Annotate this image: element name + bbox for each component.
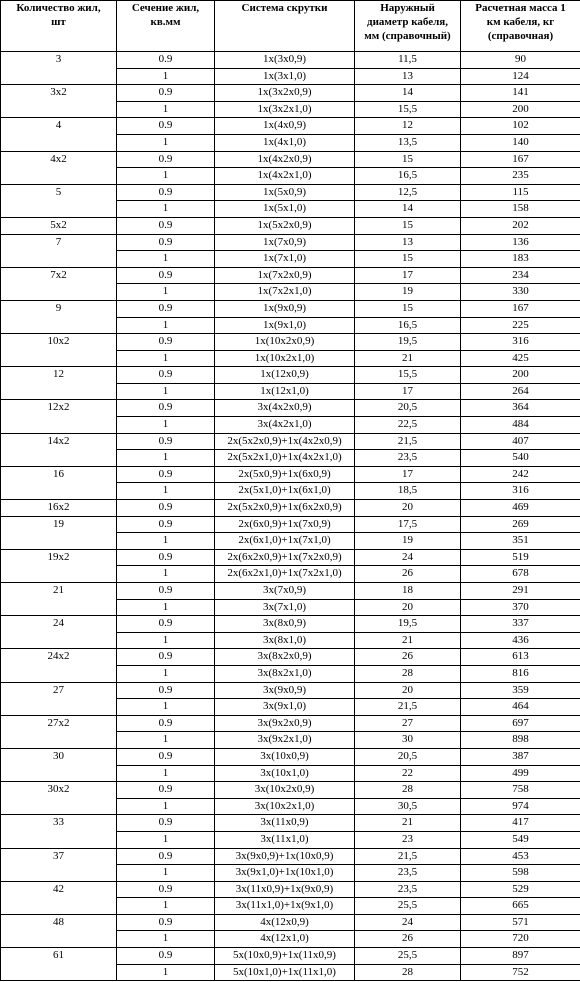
cross-section-cell: 0.9	[117, 848, 215, 865]
core-count-cell: 10x2	[1, 334, 117, 367]
cross-section-cell: 0.9	[117, 583, 215, 600]
diameter-cell: 17	[355, 383, 461, 400]
cross-section-cell: 1	[117, 898, 215, 915]
diameter-cell: 19	[355, 284, 461, 301]
twist-system-cell: 2x(6x0,9)+1x(7x0,9)	[215, 516, 355, 533]
diameter-cell: 15	[355, 300, 461, 317]
core-count-cell: 42	[1, 881, 117, 914]
cross-section-cell: 0.9	[117, 85, 215, 102]
diameter-cell: 21,5	[355, 433, 461, 450]
diameter-cell: 15	[355, 251, 461, 268]
table-row	[1, 549, 580, 566]
core-count-cell: 12	[1, 367, 117, 400]
table-row	[1, 217, 580, 234]
diameter-cell: 30	[355, 732, 461, 749]
twist-system-cell: 3x(8x2x0,9)	[215, 649, 355, 666]
weight-cell: 351	[461, 533, 580, 550]
diameter-cell: 17	[355, 466, 461, 483]
weight-cell: 665	[461, 898, 580, 915]
twist-system-cell: 3x(9x0,9)	[215, 682, 355, 699]
cross-section-cell: 0.9	[117, 466, 215, 483]
diameter-cell: 18	[355, 583, 461, 600]
diameter-cell: 20,5	[355, 748, 461, 765]
core-count-cell: 14x2	[1, 433, 117, 466]
cross-section-cell: 0.9	[117, 682, 215, 699]
table-row	[1, 85, 580, 102]
diameter-cell: 23,5	[355, 881, 461, 898]
table-row	[1, 748, 580, 765]
twist-system-cell: 4x(12x0,9)	[215, 914, 355, 931]
table-row	[1, 682, 580, 699]
cross-section-cell: 1	[117, 732, 215, 749]
cross-section-cell: 0.9	[117, 217, 215, 234]
cross-section-cell: 0.9	[117, 649, 215, 666]
core-count-cell: 16x2	[1, 500, 117, 517]
twist-system-cell: 3x(9x1,0)+1x(10x1,0)	[215, 865, 355, 882]
weight-cell: 464	[461, 699, 580, 716]
core-count-cell: 30x2	[1, 782, 117, 815]
twist-system-cell: 3x(10x2x0,9)	[215, 782, 355, 799]
header-weight: Расчетная масса 1 км кабеля, кг (справочная)	[461, 1, 580, 52]
header-outer-diameter: Наружный диаметр кабеля, мм (справочный)	[355, 1, 461, 52]
weight-cell: 720	[461, 931, 580, 948]
cross-section-cell: 1	[117, 566, 215, 583]
cross-section-cell: 1	[117, 599, 215, 616]
weight-cell: 678	[461, 566, 580, 583]
diameter-cell: 23,5	[355, 450, 461, 467]
twist-system-cell: 3x(11x0,9)	[215, 815, 355, 832]
weight-cell: 291	[461, 583, 580, 600]
diameter-cell: 26	[355, 566, 461, 583]
twist-system-cell: 1x(7x0,9)	[215, 234, 355, 251]
twist-system-cell: 2x(6x2x0,9)+1x(7x2x0,9)	[215, 549, 355, 566]
core-count-cell: 4	[1, 118, 117, 151]
twist-system-cell: 2x(5x1,0)+1x(6x1,0)	[215, 483, 355, 500]
weight-cell: 897	[461, 948, 580, 965]
diameter-cell: 23	[355, 831, 461, 848]
twist-system-cell: 1x(4x2x1,0)	[215, 168, 355, 185]
diameter-cell: 15	[355, 151, 461, 168]
weight-cell: 242	[461, 466, 580, 483]
cross-section-cell: 0.9	[117, 948, 215, 965]
twist-system-cell: 1x(3x2x1,0)	[215, 101, 355, 118]
weight-cell: 269	[461, 516, 580, 533]
header-core-count: Количество жил, шт	[1, 1, 117, 52]
weight-cell: 337	[461, 616, 580, 633]
weight-cell: 316	[461, 483, 580, 500]
cross-section-cell: 1	[117, 383, 215, 400]
diameter-cell: 28	[355, 964, 461, 981]
table-row	[1, 815, 580, 832]
weight-cell: 898	[461, 732, 580, 749]
weight-cell: 387	[461, 748, 580, 765]
cross-section-cell: 0.9	[117, 118, 215, 135]
table-row	[1, 715, 580, 732]
weight-cell: 90	[461, 52, 580, 69]
twist-system-cell: 3x(10x0,9)	[215, 748, 355, 765]
diameter-cell: 15,5	[355, 367, 461, 384]
twist-system-cell: 4x(12x1,0)	[215, 931, 355, 948]
diameter-cell: 18,5	[355, 483, 461, 500]
twist-system-cell: 3x(4x2x1,0)	[215, 417, 355, 434]
twist-system-cell: 2x(5x0,9)+1x(6x0,9)	[215, 466, 355, 483]
diameter-cell: 21,5	[355, 848, 461, 865]
table-row	[1, 300, 580, 317]
weight-cell: 330	[461, 284, 580, 301]
diameter-cell: 21	[355, 632, 461, 649]
diameter-cell: 17	[355, 267, 461, 284]
twist-system-cell: 1x(7x1,0)	[215, 251, 355, 268]
weight-cell: 141	[461, 85, 580, 102]
weight-cell: 202	[461, 217, 580, 234]
table-row	[1, 367, 580, 384]
core-count-cell: 5x2	[1, 217, 117, 234]
core-count-cell: 12x2	[1, 400, 117, 433]
twist-system-cell: 1x(4x1,0)	[215, 134, 355, 151]
cross-section-cell: 1	[117, 533, 215, 550]
table-row	[1, 400, 580, 417]
table-row	[1, 583, 580, 600]
cross-section-cell: 1	[117, 417, 215, 434]
table-row	[1, 234, 580, 251]
cross-section-cell: 0.9	[117, 267, 215, 284]
table-row	[1, 649, 580, 666]
diameter-cell: 20	[355, 599, 461, 616]
cross-section-cell: 1	[117, 350, 215, 367]
cross-section-cell: 1	[117, 201, 215, 218]
twist-system-cell: 3x(9x1,0)	[215, 699, 355, 716]
weight-cell: 697	[461, 715, 580, 732]
table-row	[1, 433, 580, 450]
diameter-cell: 21	[355, 350, 461, 367]
core-count-cell: 27	[1, 682, 117, 715]
cross-section-cell: 0.9	[117, 500, 215, 517]
weight-cell: 200	[461, 367, 580, 384]
diameter-cell: 25,5	[355, 948, 461, 965]
cross-section-cell: 0.9	[117, 914, 215, 931]
weight-cell: 316	[461, 334, 580, 351]
diameter-cell: 11,5	[355, 52, 461, 69]
twist-system-cell: 1x(3x0,9)	[215, 52, 355, 69]
twist-system-cell: 1x(10x2x0,9)	[215, 334, 355, 351]
cross-section-cell: 1	[117, 317, 215, 334]
weight-cell: 264	[461, 383, 580, 400]
twist-system-cell: 1x(12x1,0)	[215, 383, 355, 400]
diameter-cell: 26	[355, 649, 461, 666]
diameter-cell: 13	[355, 68, 461, 85]
core-count-cell: 21	[1, 583, 117, 616]
weight-cell: 225	[461, 317, 580, 334]
cross-section-cell: 1	[117, 251, 215, 268]
twist-system-cell: 5x(10x1,0)+1x(11x1,0)	[215, 964, 355, 981]
weight-cell: 758	[461, 782, 580, 799]
twist-system-cell: 1x(5x1,0)	[215, 201, 355, 218]
diameter-cell: 17,5	[355, 516, 461, 533]
table-row	[1, 466, 580, 483]
core-count-cell: 16	[1, 466, 117, 499]
core-count-cell: 3	[1, 52, 117, 85]
weight-cell: 613	[461, 649, 580, 666]
twist-system-cell: 2x(5x2x1,0)+1x(4x2x1,0)	[215, 450, 355, 467]
twist-system-cell: 3x(7x0,9)	[215, 583, 355, 600]
twist-system-cell: 3x(9x2x0,9)	[215, 715, 355, 732]
header-twist-system: Система скрутки	[215, 1, 355, 52]
weight-cell: 115	[461, 184, 580, 201]
cross-section-cell: 0.9	[117, 367, 215, 384]
twist-system-cell: 2x(5x2x0,9)+1x(6x2x0,9)	[215, 500, 355, 517]
diameter-cell: 13	[355, 234, 461, 251]
weight-cell: 167	[461, 300, 580, 317]
weight-cell: 519	[461, 549, 580, 566]
diameter-cell: 28	[355, 665, 461, 682]
cross-section-cell: 0.9	[117, 715, 215, 732]
cross-section-cell: 1	[117, 831, 215, 848]
core-count-cell: 19	[1, 516, 117, 549]
twist-system-cell: 1x(5x2x0,9)	[215, 217, 355, 234]
diameter-cell: 22	[355, 765, 461, 782]
weight-cell: 102	[461, 118, 580, 135]
twist-system-cell: 3x(8x2x1,0)	[215, 665, 355, 682]
table-body	[1, 52, 580, 981]
twist-system-cell: 2x(5x2x0,9)+1x(4x2x0,9)	[215, 433, 355, 450]
cross-section-cell: 1	[117, 134, 215, 151]
cross-section-cell: 1	[117, 699, 215, 716]
table-row	[1, 782, 580, 799]
cross-section-cell: 0.9	[117, 881, 215, 898]
diameter-cell: 19,5	[355, 334, 461, 351]
weight-cell: 158	[461, 201, 580, 218]
table-row	[1, 52, 580, 69]
twist-system-cell: 2x(6x2x1,0)+1x(7x2x1,0)	[215, 566, 355, 583]
diameter-cell: 24	[355, 549, 461, 566]
core-count-cell: 37	[1, 848, 117, 881]
weight-cell: 167	[461, 151, 580, 168]
weight-cell: 752	[461, 964, 580, 981]
diameter-cell: 23,5	[355, 865, 461, 882]
core-count-cell: 3x2	[1, 85, 117, 118]
weight-cell: 407	[461, 433, 580, 450]
cross-section-cell: 0.9	[117, 234, 215, 251]
cross-section-cell: 0.9	[117, 616, 215, 633]
header-cross-section: Сечение жил, кв.мм	[117, 1, 215, 52]
header-row	[1, 1, 580, 52]
cross-section-cell: 0.9	[117, 52, 215, 69]
core-count-cell: 27x2	[1, 715, 117, 748]
weight-cell: 124	[461, 68, 580, 85]
table-row	[1, 848, 580, 865]
cross-section-cell: 0.9	[117, 151, 215, 168]
core-count-cell: 24x2	[1, 649, 117, 682]
core-count-cell: 7	[1, 234, 117, 267]
weight-cell: 370	[461, 599, 580, 616]
diameter-cell: 21,5	[355, 699, 461, 716]
weight-cell: 235	[461, 168, 580, 185]
cross-section-cell: 0.9	[117, 549, 215, 566]
twist-system-cell: 3x(9x2x1,0)	[215, 732, 355, 749]
cross-section-cell: 0.9	[117, 300, 215, 317]
diameter-cell: 21	[355, 815, 461, 832]
diameter-cell: 12,5	[355, 184, 461, 201]
diameter-cell: 26	[355, 931, 461, 948]
cross-section-cell: 1	[117, 765, 215, 782]
twist-system-cell: 3x(11x1,0)	[215, 831, 355, 848]
weight-cell: 183	[461, 251, 580, 268]
diameter-cell: 14	[355, 201, 461, 218]
diameter-cell: 14	[355, 85, 461, 102]
weight-cell: 484	[461, 417, 580, 434]
core-count-cell: 19x2	[1, 549, 117, 582]
cross-section-cell: 0.9	[117, 433, 215, 450]
diameter-cell: 24	[355, 914, 461, 931]
diameter-cell: 30,5	[355, 798, 461, 815]
diameter-cell: 25,5	[355, 898, 461, 915]
diameter-cell: 19,5	[355, 616, 461, 633]
table-row	[1, 184, 580, 201]
weight-cell: 540	[461, 450, 580, 467]
twist-system-cell: 3x(7x1,0)	[215, 599, 355, 616]
weight-cell: 469	[461, 500, 580, 517]
weight-cell: 359	[461, 682, 580, 699]
twist-system-cell: 1x(9x1,0)	[215, 317, 355, 334]
core-count-cell: 9	[1, 300, 117, 333]
twist-system-cell: 1x(4x2x0,9)	[215, 151, 355, 168]
cross-section-cell: 1	[117, 168, 215, 185]
twist-system-cell: 3x(11x1,0)+1x(9x1,0)	[215, 898, 355, 915]
cross-section-cell: 0.9	[117, 782, 215, 799]
cross-section-cell: 0.9	[117, 748, 215, 765]
weight-cell: 364	[461, 400, 580, 417]
twist-system-cell: 1x(12x0,9)	[215, 367, 355, 384]
cross-section-cell: 1	[117, 101, 215, 118]
weight-cell: 417	[461, 815, 580, 832]
weight-cell: 140	[461, 134, 580, 151]
core-count-cell: 33	[1, 815, 117, 848]
cross-section-cell: 1	[117, 798, 215, 815]
table-row	[1, 516, 580, 533]
twist-system-cell: 3x(8x1,0)	[215, 632, 355, 649]
table-row	[1, 500, 580, 517]
twist-system-cell: 1x(10x2x1,0)	[215, 350, 355, 367]
cross-section-cell: 0.9	[117, 516, 215, 533]
diameter-cell: 20	[355, 500, 461, 517]
cross-section-cell: 0.9	[117, 334, 215, 351]
twist-system-cell: 1x(3x2x0,9)	[215, 85, 355, 102]
table-row	[1, 616, 580, 633]
table-header	[1, 1, 580, 52]
cross-section-cell: 0.9	[117, 184, 215, 201]
twist-system-cell: 1x(4x0,9)	[215, 118, 355, 135]
diameter-cell: 20,5	[355, 400, 461, 417]
weight-cell: 436	[461, 632, 580, 649]
table-row	[1, 881, 580, 898]
diameter-cell: 12	[355, 118, 461, 135]
weight-cell: 136	[461, 234, 580, 251]
twist-system-cell: 3x(11x0,9)+1x(9x0,9)	[215, 881, 355, 898]
cross-section-cell: 1	[117, 865, 215, 882]
twist-system-cell: 1x(7x2x0,9)	[215, 267, 355, 284]
twist-system-cell: 1x(5x0,9)	[215, 184, 355, 201]
core-count-cell: 30	[1, 748, 117, 781]
diameter-cell: 27	[355, 715, 461, 732]
twist-system-cell: 2x(6x1,0)+1x(7x1,0)	[215, 533, 355, 550]
core-count-cell: 48	[1, 914, 117, 947]
weight-cell: 234	[461, 267, 580, 284]
table-row	[1, 948, 580, 965]
cross-section-cell: 1	[117, 931, 215, 948]
weight-cell: 425	[461, 350, 580, 367]
diameter-cell: 16,5	[355, 168, 461, 185]
core-count-cell: 61	[1, 948, 117, 981]
weight-cell: 571	[461, 914, 580, 931]
weight-cell: 200	[461, 101, 580, 118]
twist-system-cell: 5x(10x0,9)+1x(11x0,9)	[215, 948, 355, 965]
twist-system-cell: 1x(9x0,9)	[215, 300, 355, 317]
twist-system-cell: 3x(9x0,9)+1x(10x0,9)	[215, 848, 355, 865]
table-row	[1, 118, 580, 135]
core-count-cell: 5	[1, 184, 117, 217]
core-count-cell: 24	[1, 616, 117, 649]
diameter-cell: 19	[355, 533, 461, 550]
twist-system-cell: 3x(4x2x0,9)	[215, 400, 355, 417]
table-row	[1, 334, 580, 351]
cross-section-cell: 1	[117, 284, 215, 301]
twist-system-cell: 3x(10x2x1,0)	[215, 798, 355, 815]
weight-cell: 974	[461, 798, 580, 815]
diameter-cell: 15,5	[355, 101, 461, 118]
cross-section-cell: 0.9	[117, 400, 215, 417]
weight-cell: 549	[461, 831, 580, 848]
twist-system-cell: 1x(7x2x1,0)	[215, 284, 355, 301]
twist-system-cell: 3x(10x1,0)	[215, 765, 355, 782]
cross-section-cell: 1	[117, 450, 215, 467]
table-row	[1, 914, 580, 931]
diameter-cell: 22,5	[355, 417, 461, 434]
weight-cell: 453	[461, 848, 580, 865]
cross-section-cell: 1	[117, 632, 215, 649]
weight-cell: 529	[461, 881, 580, 898]
cross-section-cell: 1	[117, 964, 215, 981]
diameter-cell: 13,5	[355, 134, 461, 151]
twist-system-cell: 3x(8x0,9)	[215, 616, 355, 633]
core-count-cell: 4x2	[1, 151, 117, 184]
cross-section-cell: 0.9	[117, 815, 215, 832]
table-row	[1, 267, 580, 284]
cross-section-cell: 1	[117, 665, 215, 682]
diameter-cell: 28	[355, 782, 461, 799]
table-row	[1, 151, 580, 168]
diameter-cell: 20	[355, 682, 461, 699]
weight-cell: 499	[461, 765, 580, 782]
weight-cell: 816	[461, 665, 580, 682]
cross-section-cell: 1	[117, 483, 215, 500]
cross-section-cell: 1	[117, 68, 215, 85]
diameter-cell: 15	[355, 217, 461, 234]
weight-cell: 598	[461, 865, 580, 882]
twist-system-cell: 1x(3x1,0)	[215, 68, 355, 85]
diameter-cell: 16,5	[355, 317, 461, 334]
core-count-cell: 7x2	[1, 267, 117, 300]
